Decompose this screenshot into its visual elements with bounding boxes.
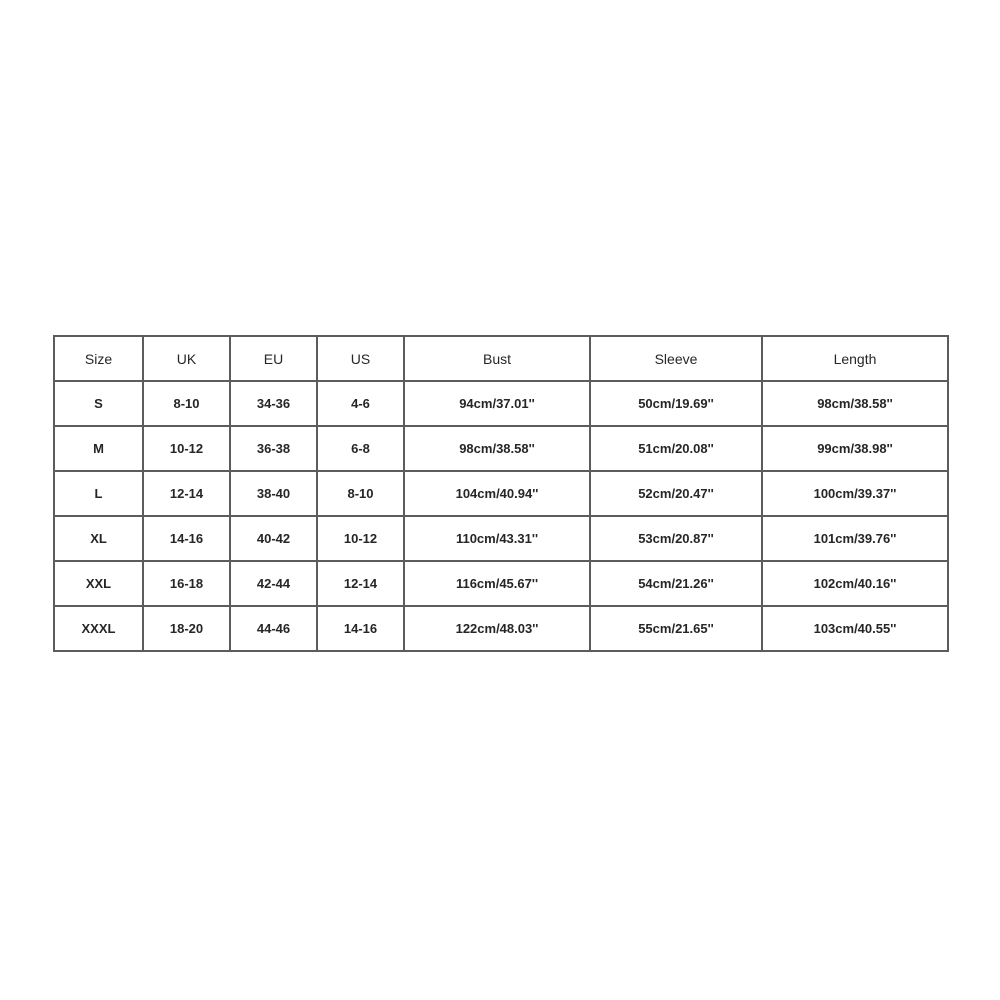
- cell-sleeve: 51cm/20.08'': [590, 426, 762, 471]
- cell-bust: 122cm/48.03'': [404, 606, 590, 651]
- cell-eu: 42-44: [230, 561, 317, 606]
- cell-uk: 12-14: [143, 471, 230, 516]
- cell-us: 14-16: [317, 606, 404, 651]
- cell-us: 6-8: [317, 426, 404, 471]
- cell-sleeve: 55cm/21.65'': [590, 606, 762, 651]
- cell-size: S: [54, 381, 143, 426]
- cell-uk: 10-12: [143, 426, 230, 471]
- cell-sleeve: 50cm/19.69'': [590, 381, 762, 426]
- table-row: [54, 561, 948, 606]
- cell-bust: 110cm/43.31'': [404, 516, 590, 561]
- table-header-row: [54, 336, 948, 381]
- cell-sleeve: 52cm/20.47'': [590, 471, 762, 516]
- cell-bust: 94cm/37.01'': [404, 381, 590, 426]
- cell-length: 98cm/38.58'': [762, 381, 948, 426]
- cell-size: XXL: [54, 561, 143, 606]
- cell-size: XL: [54, 516, 143, 561]
- cell-uk: 8-10: [143, 381, 230, 426]
- cell-length: 100cm/39.37'': [762, 471, 948, 516]
- cell-uk: 18-20: [143, 606, 230, 651]
- cell-bust: 104cm/40.94'': [404, 471, 590, 516]
- cell-length: 101cm/39.76'': [762, 516, 948, 561]
- cell-sleeve: 54cm/21.26'': [590, 561, 762, 606]
- cell-eu: 36-38: [230, 426, 317, 471]
- cell-length: 99cm/38.98'': [762, 426, 948, 471]
- header-eu: EU: [230, 336, 317, 381]
- cell-size: XXXL: [54, 606, 143, 651]
- table-row: [54, 606, 948, 651]
- cell-eu: 38-40: [230, 471, 317, 516]
- size-chart-table: [53, 335, 949, 652]
- cell-bust: 98cm/38.58'': [404, 426, 590, 471]
- cell-eu: 44-46: [230, 606, 317, 651]
- header-bust: Bust: [404, 336, 590, 381]
- header-size: Size: [54, 336, 143, 381]
- table-row: [54, 381, 948, 426]
- header-uk: UK: [143, 336, 230, 381]
- cell-us: 10-12: [317, 516, 404, 561]
- cell-size: L: [54, 471, 143, 516]
- table-row: [54, 471, 948, 516]
- cell-us: 4-6: [317, 381, 404, 426]
- cell-length: 102cm/40.16'': [762, 561, 948, 606]
- cell-uk: 14-16: [143, 516, 230, 561]
- cell-bust: 116cm/45.67'': [404, 561, 590, 606]
- cell-length: 103cm/40.55'': [762, 606, 948, 651]
- header-length: Length: [762, 336, 948, 381]
- cell-size: M: [54, 426, 143, 471]
- header-sleeve: Sleeve: [590, 336, 762, 381]
- cell-sleeve: 53cm/20.87'': [590, 516, 762, 561]
- header-us: US: [317, 336, 404, 381]
- cell-eu: 34-36: [230, 381, 317, 426]
- cell-uk: 16-18: [143, 561, 230, 606]
- cell-us: 8-10: [317, 471, 404, 516]
- table-row: [54, 426, 948, 471]
- cell-us: 12-14: [317, 561, 404, 606]
- cell-eu: 40-42: [230, 516, 317, 561]
- table-row: [54, 516, 948, 561]
